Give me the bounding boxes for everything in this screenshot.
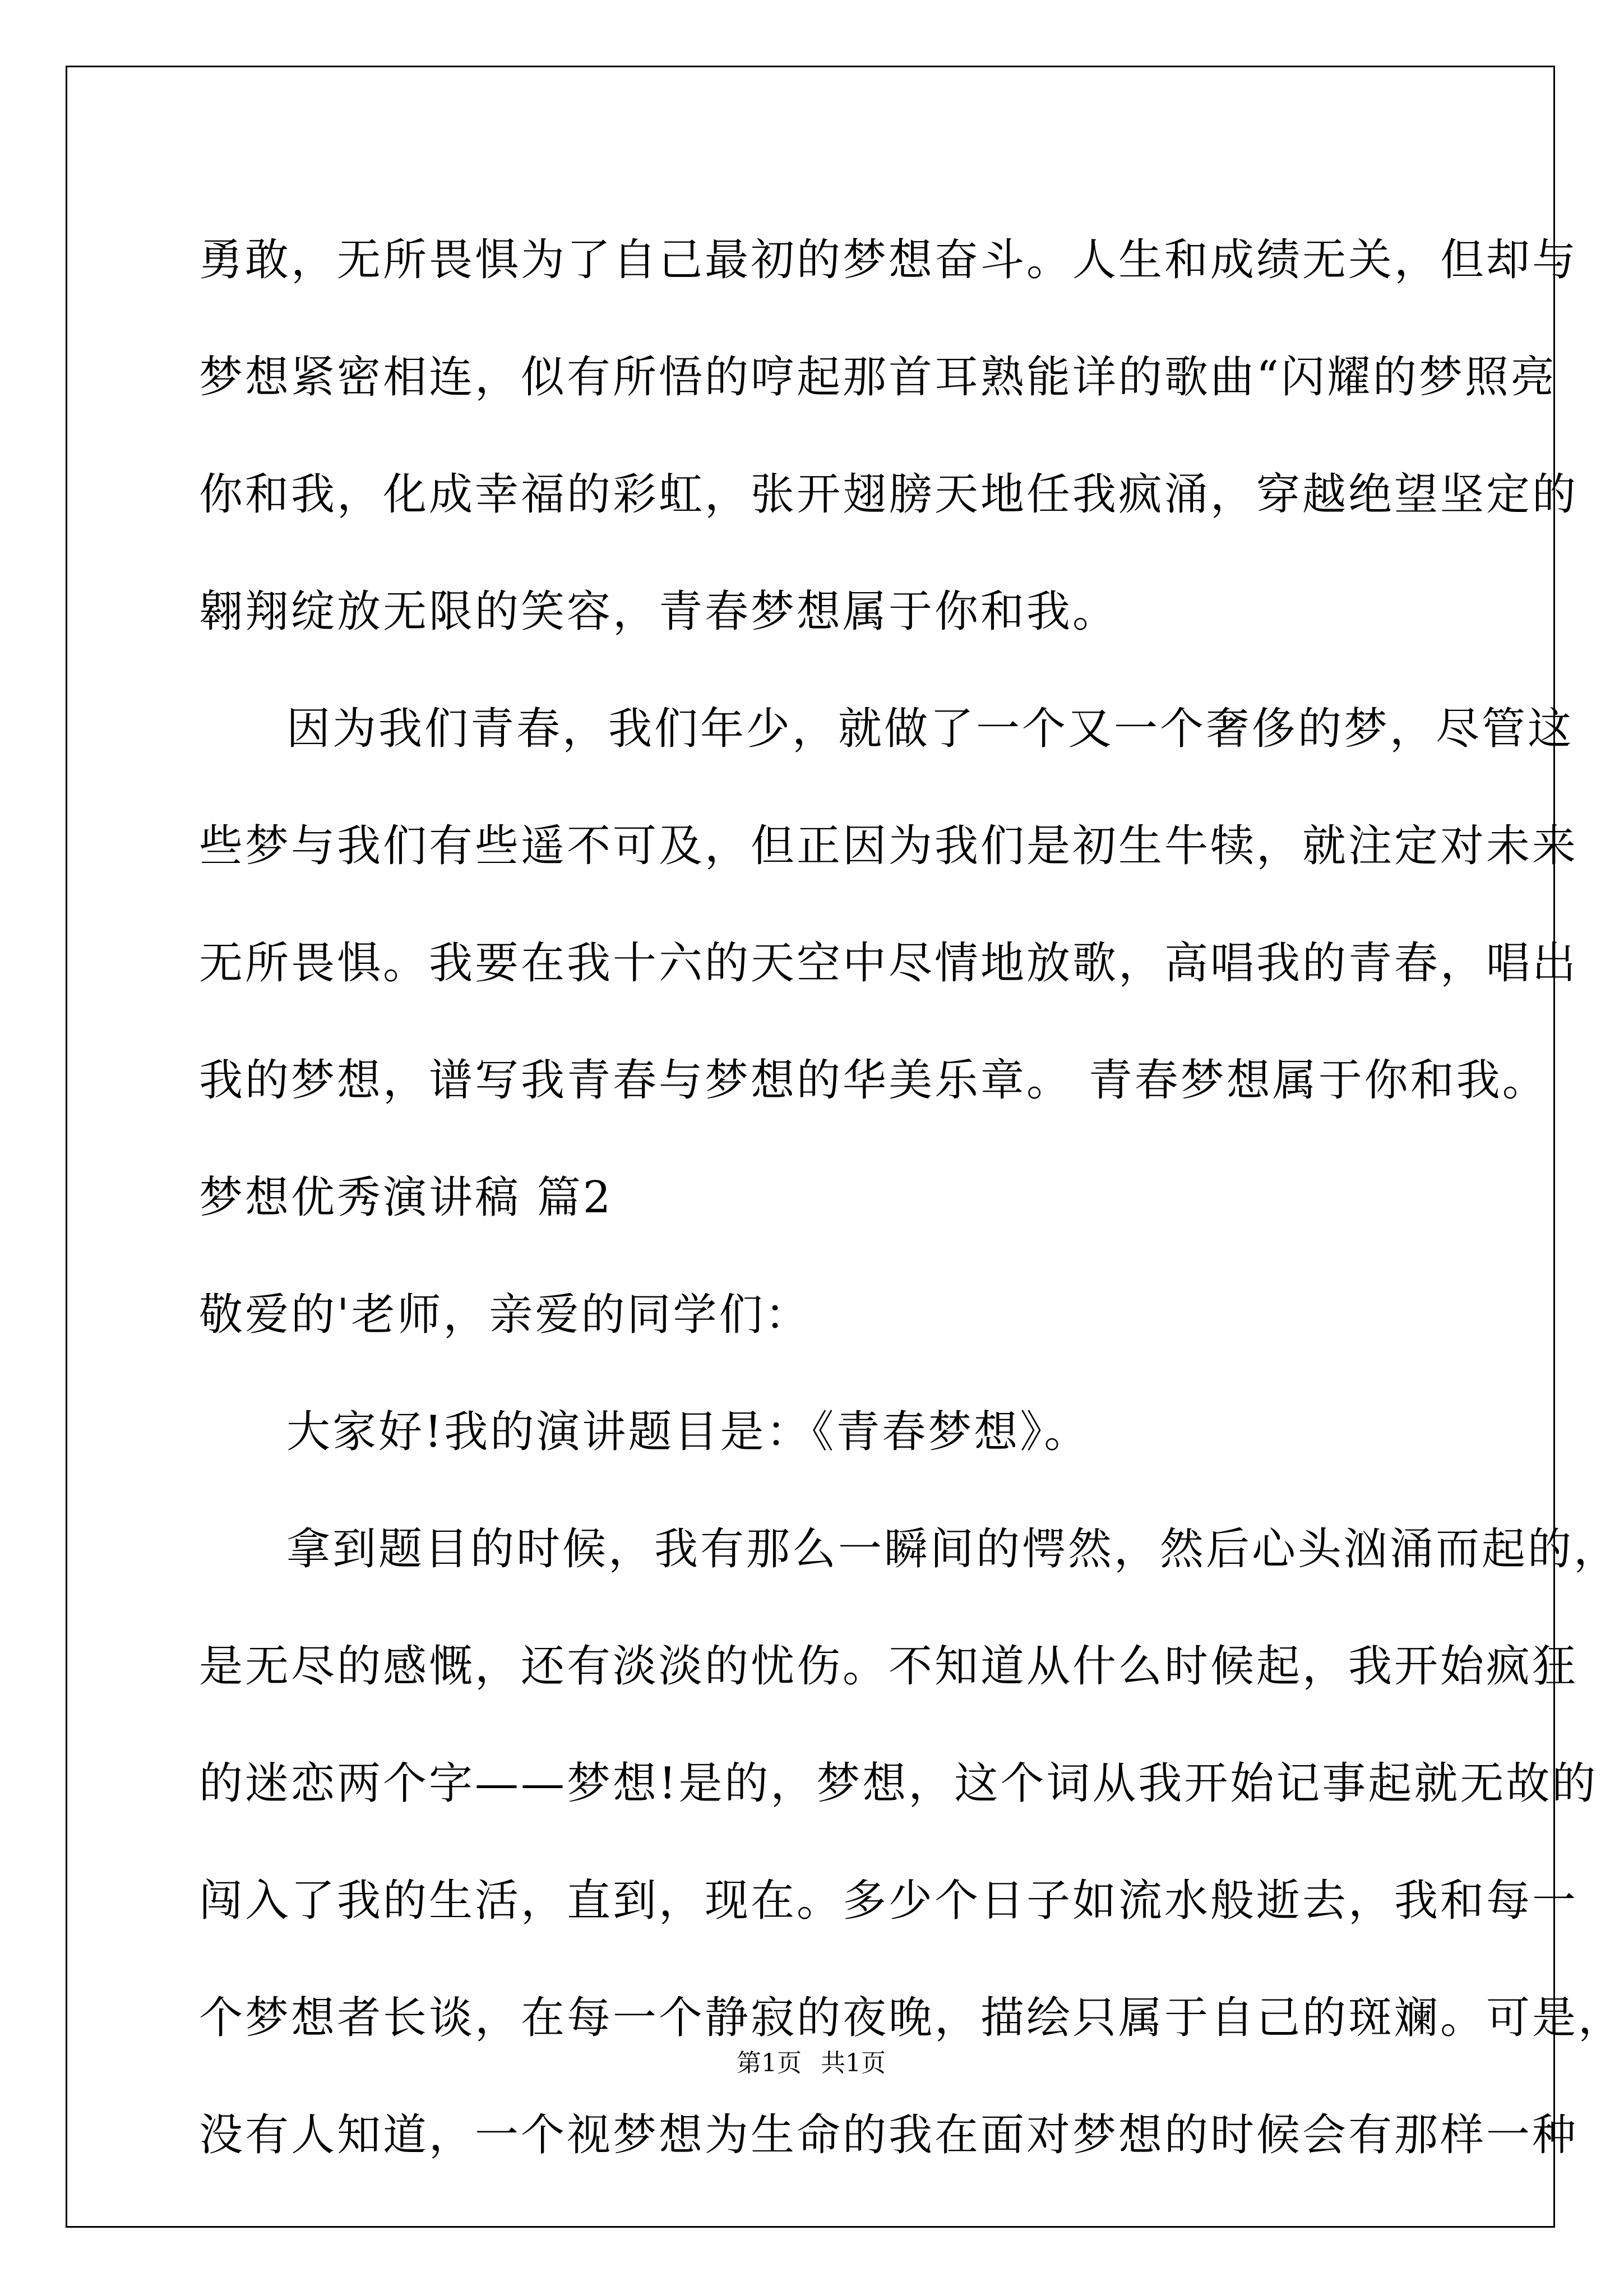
section-heading: 梦想优秀演讲稿 篇2	[199, 1172, 613, 1223]
text-line-15: 闯入了我的生活，直到，现在。多少个日子如流水般逝去，我和每一	[199, 1876, 1579, 1926]
page-footer	[0, 2047, 1622, 2080]
text-line-5: 因为我们青春，我们年少，就做了一个又一个奢侈的梦，尽管这	[286, 704, 1574, 754]
text-line-1: 勇敢，无所畏惧为了自己最初的梦想奋斗。人生和成绩无关，但却与	[199, 235, 1579, 285]
text-line-14: 的迷恋两个字——梦想!是的，梦想，这个词从我开始记事起就无故的	[199, 1758, 1598, 1809]
text-line-3: 你和我，化成幸福的彩虹，张开翅膀天地任我疯涌，穿越绝望坚定的	[199, 469, 1579, 520]
document-body	[199, 202, 1624, 2194]
text-line-13: 是无尽的感慨，还有淡淡的忧伤。不知道从什么时候起，我开始疯狂	[199, 1641, 1579, 1692]
text-line-8: 我的梦想，谱写我青春与梦想的华美乐章。 青春梦想属于你和我。	[199, 1055, 1548, 1106]
text-line-17: 没有人知道，一个视梦想为生命的我在面对梦想的时候会有那样一种	[199, 2110, 1579, 2160]
page-total: 共1页	[821, 2049, 886, 2077]
text-line-2: 梦想紧密相连，似有所悟的哼起那首耳熟能详的歌曲“闪耀的梦照亮	[199, 352, 1557, 403]
text-line-4: 翱翔绽放无限的笑容，青春梦想属于你和我。	[199, 587, 1119, 637]
text-line-16: 个梦想者长谈，在每一个静寂的夜晚，描绘只属于自己的斑斓。可是，	[199, 1993, 1624, 2043]
text-line-12: 拿到题目的时候，我有那么一瞬间的愕然，然后心头汹涌而起的，	[286, 1524, 1620, 1574]
text-line-7: 无所畏惧。我要在我十六的天空中尽情地放歌，高唱我的青春，唱出	[199, 938, 1579, 989]
page-number: 第1页	[737, 2049, 802, 2077]
text-line-11: 大家好!我的演讲题目是：《青春梦想》。	[286, 1407, 1090, 1457]
salutation: 敬爱的'老师，亲爱的同学们：	[199, 1290, 811, 1340]
text-line-6: 些梦与我们有些遥不可及，但正因为我们是初生牛犊，就注定对未来	[199, 821, 1579, 871]
